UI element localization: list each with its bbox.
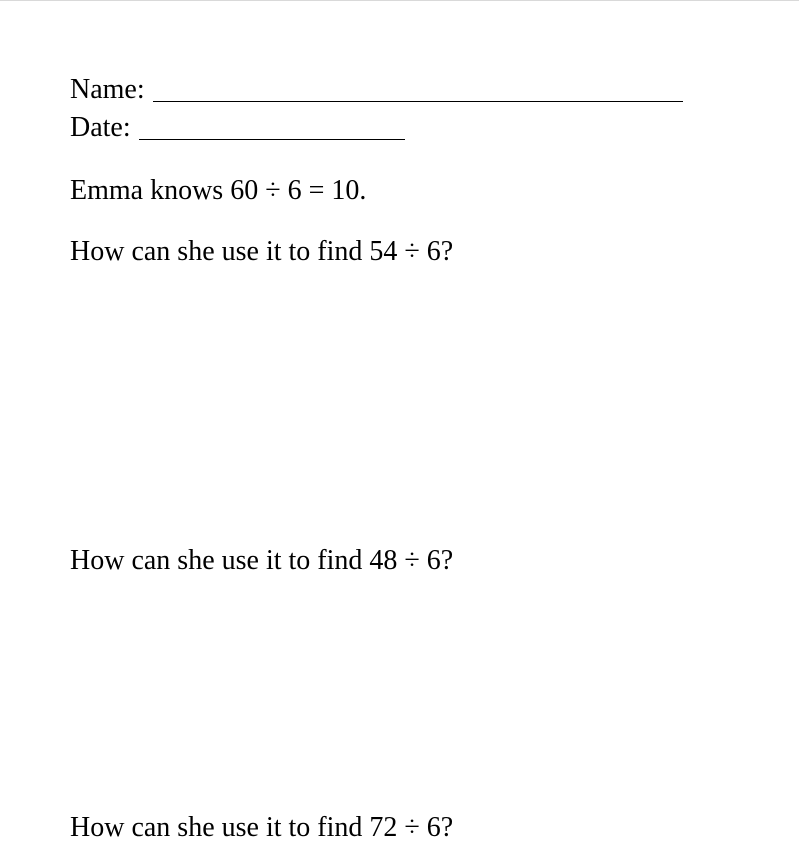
name-label: Name: (70, 74, 145, 105)
question-3: How can she use it to find 72 ÷ 6? (70, 812, 454, 843)
date-blank-line[interactable] (139, 138, 405, 140)
name-field-row (70, 76, 683, 104)
intro-statement: Emma knows 60 ÷ 6 = 10. (70, 175, 367, 206)
date-label: Date: (70, 112, 131, 143)
question-1: How can she use it to find 54 ÷ 6? (70, 236, 454, 267)
date-field-row (70, 114, 405, 142)
name-blank-line[interactable] (153, 100, 683, 102)
question-2: How can she use it to find 48 ÷ 6? (70, 545, 454, 576)
page-top-border (0, 0, 799, 1)
